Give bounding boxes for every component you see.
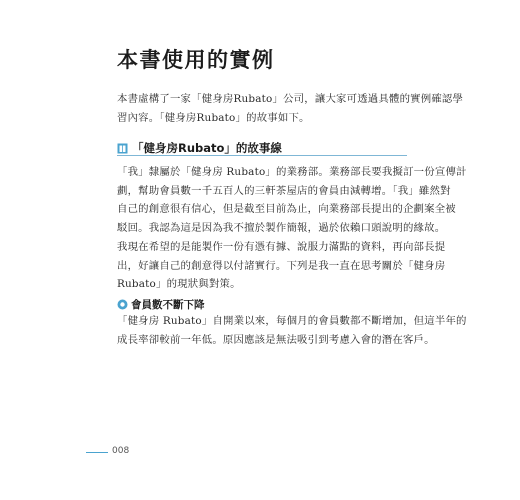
subsection-heading [117, 297, 205, 312]
subsection-line: 「健身房 Rubato」自開業以來，每個月的會員數都不斷增加，但這半年的 [117, 315, 467, 327]
story-line: 自己的創意很有信心，但是截至目前為止，向業務部長提出的企劃案全被 [117, 203, 456, 215]
story-line: 劃，幫助會員數一千五百人的三軒茶屋店的會員由減轉增。「我」雖然對 [117, 184, 451, 197]
story-paragraph-2 [117, 238, 446, 294]
story-paragraph-1 [117, 163, 467, 237]
section-heading-text: 「健身房Rubato」的故事線 [132, 141, 282, 155]
subsection-paragraph [117, 312, 467, 349]
intro-line: 本書虛構了一家「健身房Rubato」公司，讓大家可透過具體的實例確認學 [117, 93, 464, 105]
section-heading [117, 140, 282, 156]
subsection-line: 成長率卻較前一年低。原因應該是無法吸引到考慮入會的潛在客戶。 [117, 333, 435, 346]
story-line: Rubato」的現狀與對策。 [117, 278, 241, 290]
page-title: 本書使用的實例 [117, 48, 275, 72]
story-line: 出，好讓自己的創意得以付諸實行。下列是我一直在思考關於「健身房 [117, 259, 446, 272]
footer-rule [86, 452, 108, 453]
story-line: 我現在希望的是能製作一份有憑有據、說服力滿點的資料，再向部長提 [117, 241, 446, 253]
intro-line: 習內容。「健身房Rubato」的故事如下。 [117, 111, 310, 124]
story-line: 「我」隸屬於「健身房 Rubato」的業務部。業務部長要我擬訂一份宣傳計 [117, 166, 467, 178]
section-divider [117, 155, 407, 156]
story-line: 駁回。我認為這是因為我不擅於製作簡報，過於依賴口頭說明的緣故。 [117, 221, 446, 234]
circle-bullet-icon [117, 299, 128, 310]
intro-paragraph [117, 90, 464, 127]
subsection-heading-text: 會員數不斷下降 [131, 299, 205, 311]
page-number: 008 [112, 446, 130, 456]
book-icon [117, 143, 128, 154]
